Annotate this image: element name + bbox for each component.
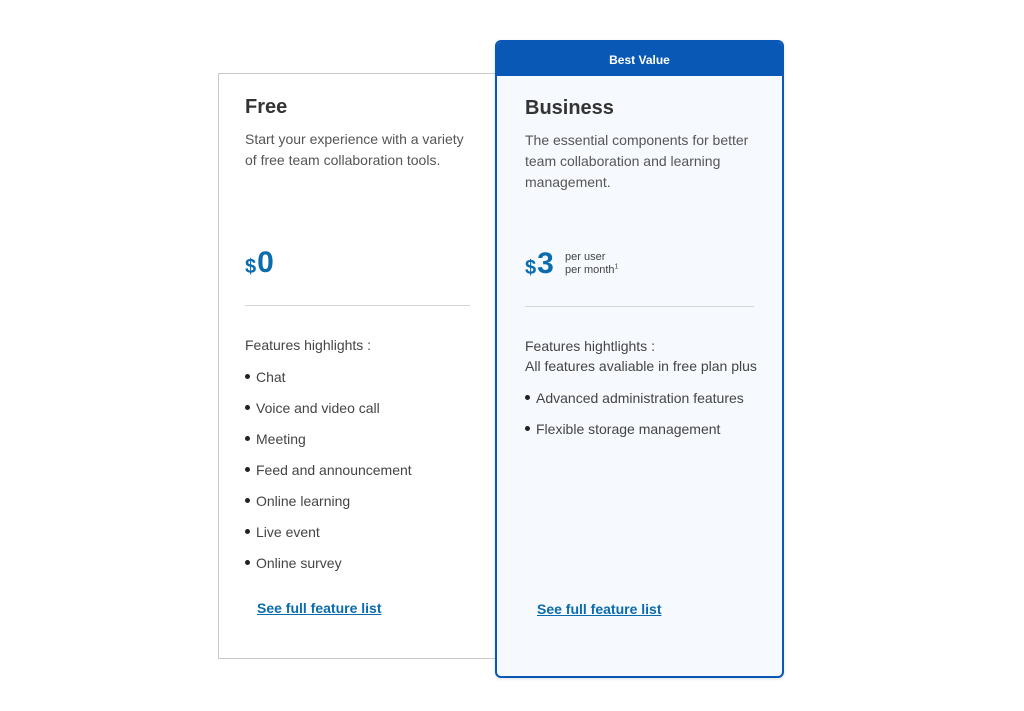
price-amount: 0 (257, 246, 274, 279)
list-item: Flexible storage management (525, 413, 744, 444)
bullet-dot-icon (245, 467, 250, 472)
free-plan-title: Free (245, 96, 288, 118)
list-item: Online survey (245, 547, 412, 578)
free-plan-description: Start your experience with a variety of free team collaboration tools. (245, 131, 464, 168)
price-note-per-user: per user (565, 251, 606, 263)
bullet-dot-icon (245, 560, 250, 565)
business-plan-card (495, 40, 784, 678)
business-plan-title: Business (525, 97, 614, 119)
free-plan-price (245, 248, 274, 278)
footnote-marker: 1 (614, 263, 619, 271)
currency-symbol: $ (245, 256, 257, 278)
features-title: Features hightlights : (525, 338, 655, 354)
business-feature-list (525, 382, 744, 444)
best-value-badge: Best Value (497, 42, 782, 76)
price-amount: 3 (537, 247, 554, 280)
bullet-dot-icon (245, 405, 250, 410)
bullet-dot-icon (525, 426, 530, 431)
bullet-dot-icon (245, 436, 250, 441)
free-see-full-feature-list-link[interactable]: See full feature list (257, 600, 382, 616)
free-feature-list (245, 361, 412, 578)
price-note-per-month: per month$^1$ (565, 263, 619, 276)
list-item: Chat (245, 361, 412, 392)
free-plan-card (218, 73, 496, 659)
features-title: Features highlights : (245, 337, 372, 353)
list-item: Live event (245, 516, 412, 547)
bullet-dot-icon (245, 498, 250, 503)
bullet-dot-icon (525, 395, 530, 400)
business-see-full-feature-list-link[interactable]: See full feature list (537, 601, 662, 617)
currency-symbol: $ (525, 257, 537, 279)
list-item: Voice and video call (245, 392, 412, 423)
list-item: Meeting (245, 423, 412, 454)
divider (525, 306, 754, 307)
bullet-dot-icon (245, 374, 250, 379)
divider (245, 305, 470, 306)
business-plan-description: The essential components for better team collaboration and learning management. (525, 132, 749, 190)
business-plan-price (525, 249, 554, 279)
price-note (565, 251, 618, 277)
list-item: Advanced administration features (525, 382, 744, 413)
bullet-dot-icon (245, 529, 250, 534)
features-subtitle: All features avaliable in free plan plus (525, 358, 757, 374)
list-item: Feed and announcement (245, 454, 412, 485)
list-item: Online learning (245, 485, 412, 516)
